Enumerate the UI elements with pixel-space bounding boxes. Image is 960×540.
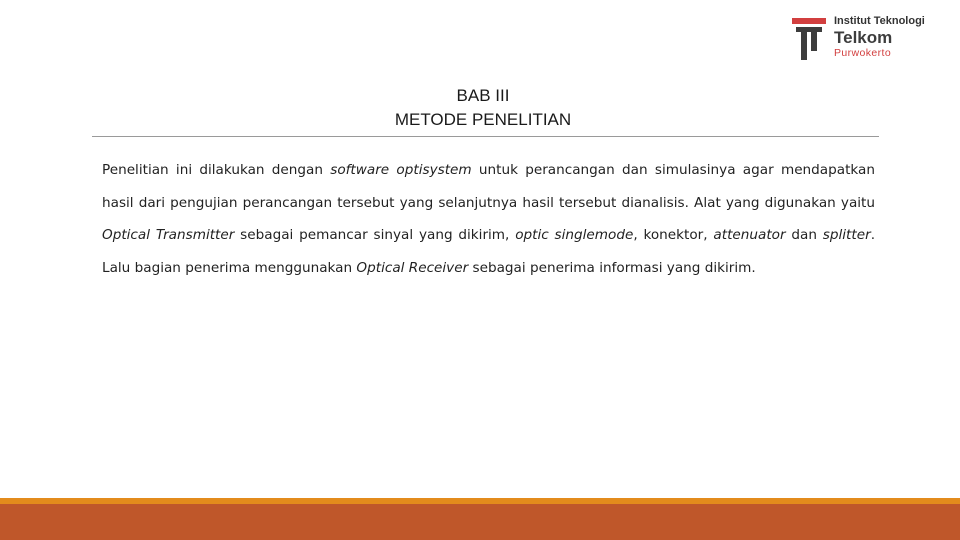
logo-text <box>834 14 925 60</box>
institution-logo <box>792 14 942 64</box>
italic-term: attenuator <box>713 227 786 244</box>
italic-term: software optisystem <box>330 162 472 178</box>
chapter-title: METODE PENELITIAN <box>394 110 572 129</box>
text-segment: untuk perancangan dan simulasinya agar mendapatkan hasil dari pengujian perancangan tersebut yang selanjutnya hasil tersebut dianalisis. Alat yang digunakan yaitu <box>102 162 875 211</box>
text-segment: sebagai penerima informasi yang dikirim. <box>468 259 756 276</box>
heading-divider <box>92 136 879 137</box>
italic-term: splitter <box>822 227 871 244</box>
text-segment: , konektor, <box>633 227 714 244</box>
logo-telkom-label: Telkom <box>834 28 893 47</box>
text-segment: . Lalu bagian penerima menggunakan <box>102 227 876 276</box>
text-segment: dan <box>785 227 823 244</box>
italic-term: Optical Transmitter <box>102 227 235 244</box>
chapter-number: BAB III <box>456 86 510 105</box>
telkom-logo-icon <box>792 16 828 62</box>
italic-term: optic singlemode <box>515 227 634 244</box>
italic-term: Optical Receiver <box>356 259 469 276</box>
footer-bar <box>0 504 960 540</box>
text-segment: sebagai pemancar sinyal yang dikirim, <box>234 227 516 244</box>
body-paragraph <box>102 154 875 284</box>
logo-institute-label: Institut Teknologi <box>834 15 925 27</box>
text-segment: Penelitian ini dilakukan dengan <box>102 162 331 178</box>
logo-location-label: Purwokerto <box>834 47 892 59</box>
